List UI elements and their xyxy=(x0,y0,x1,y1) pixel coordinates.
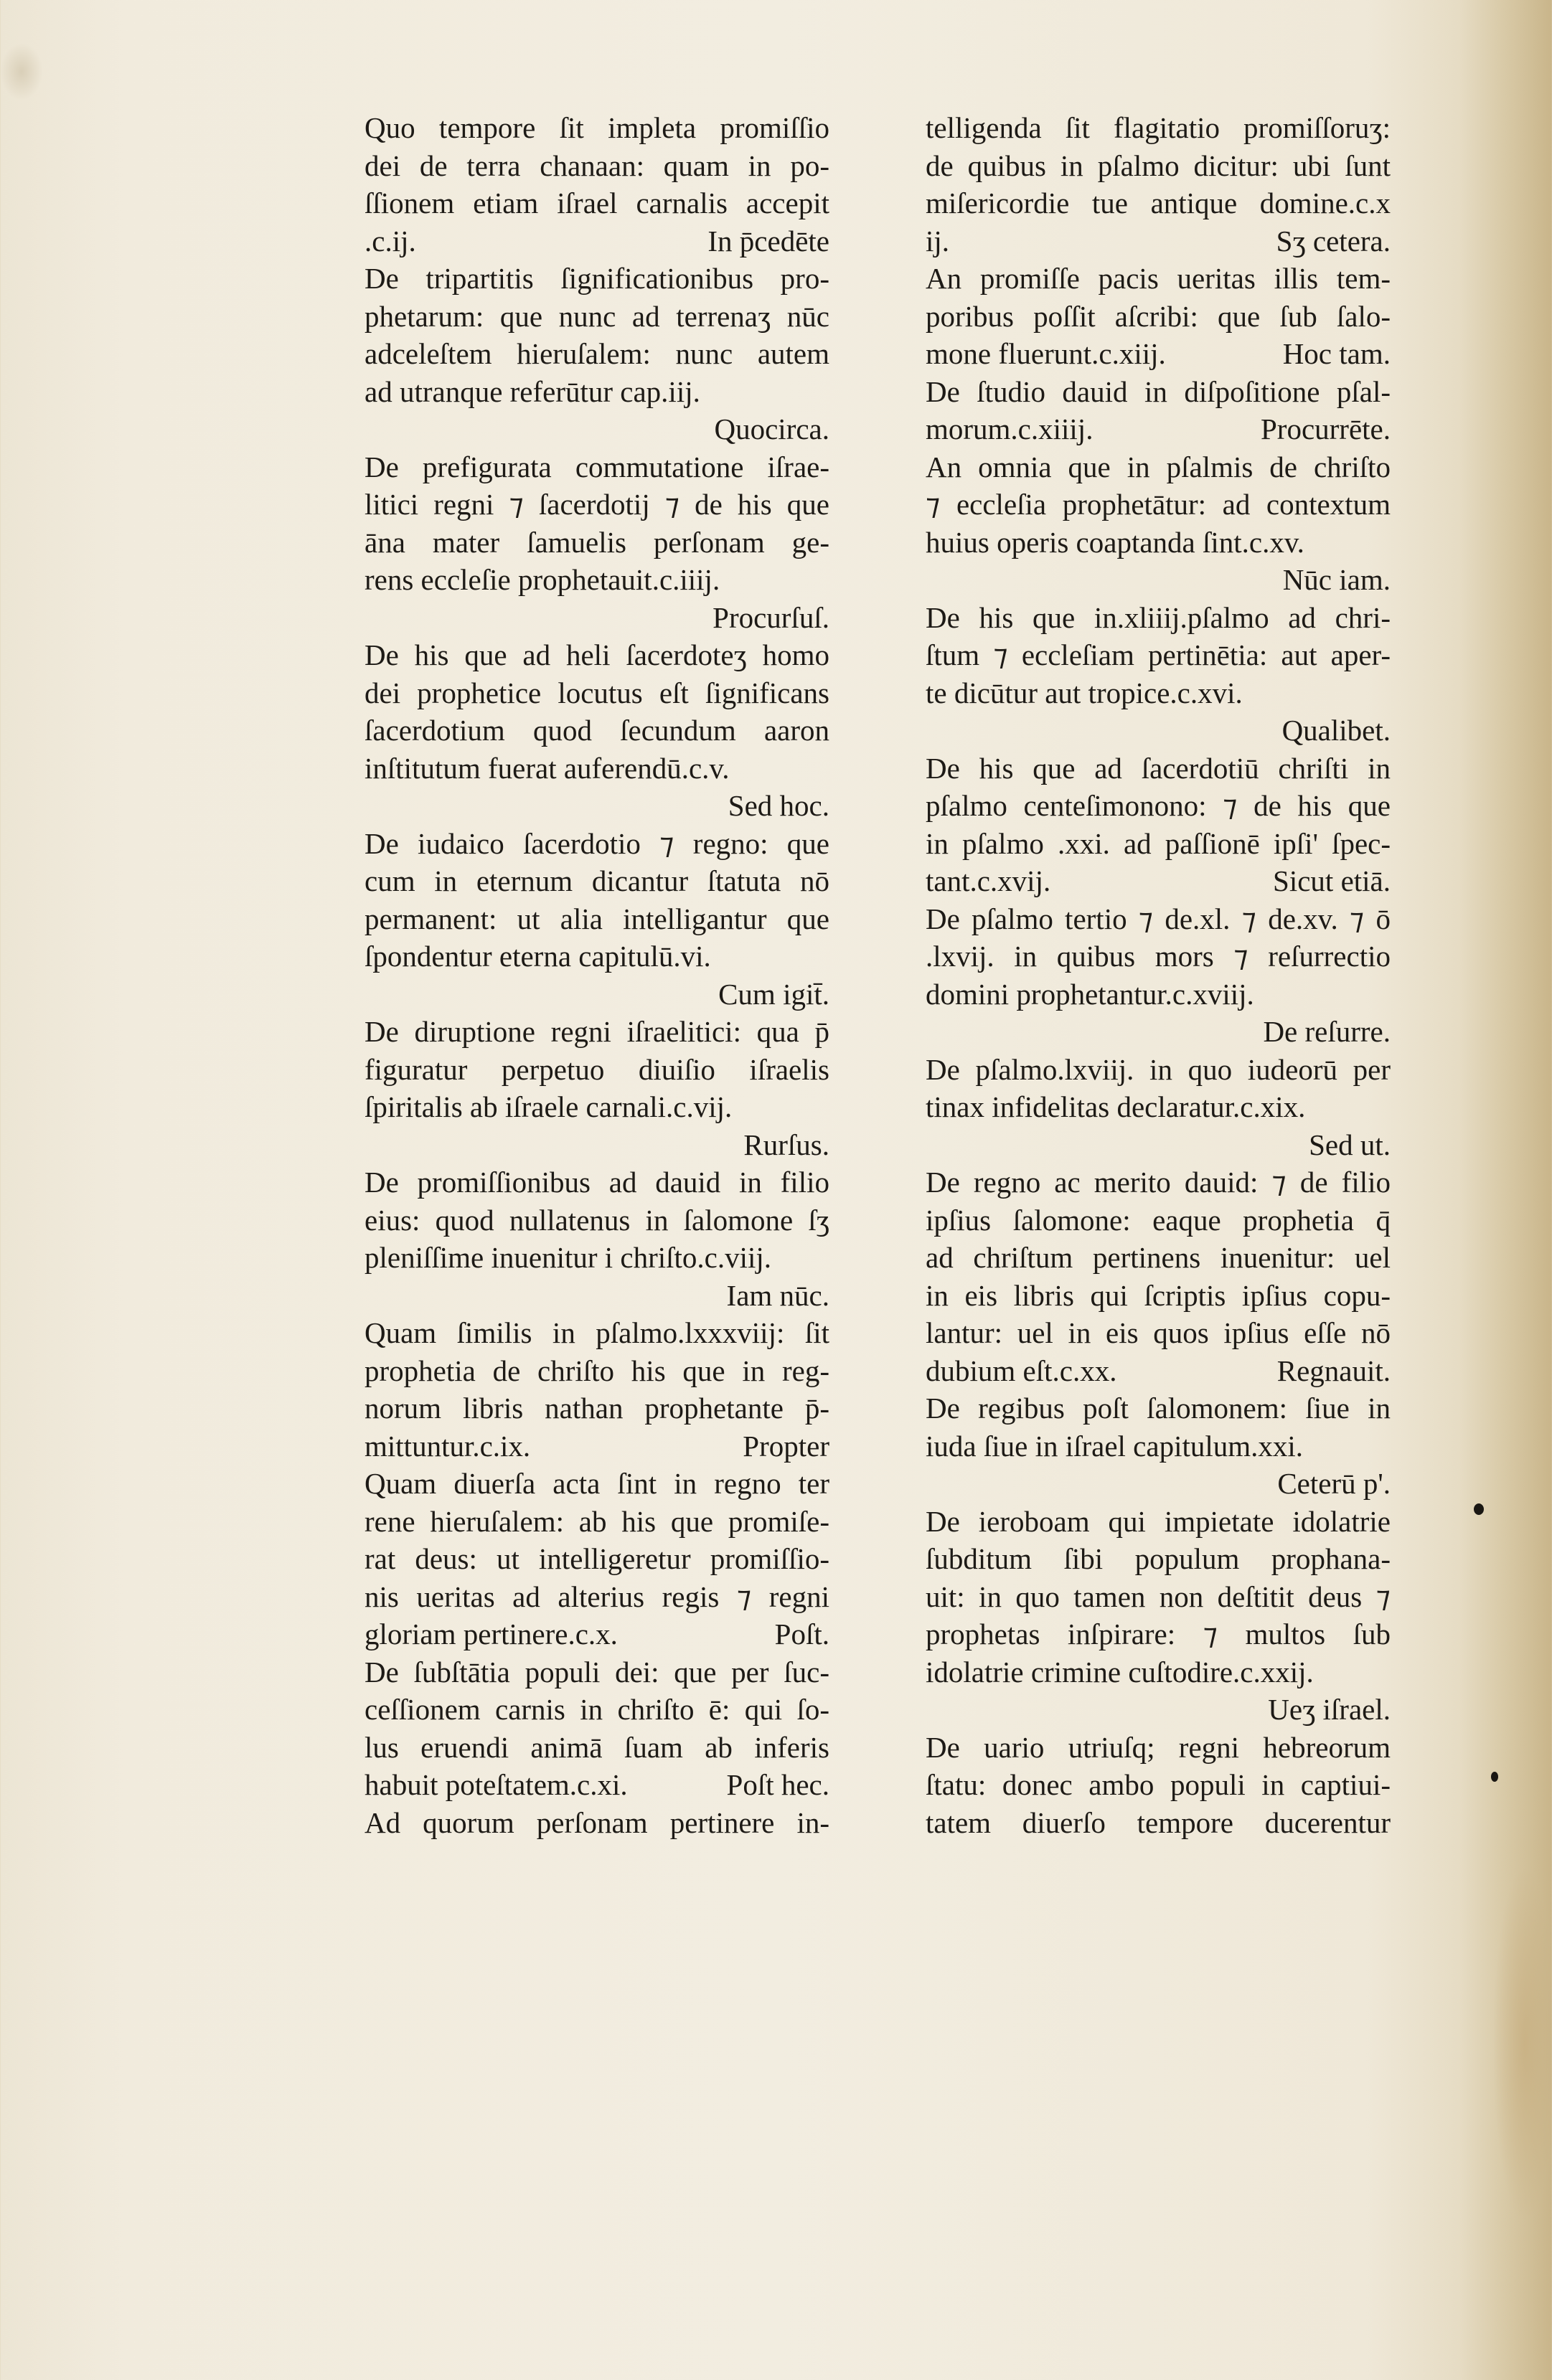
chapter-text: nis ueritas ad alterius regis ⁊ regni xyxy=(365,1579,829,1613)
text-line xyxy=(926,1653,1391,1691)
chapter-text: ſſionem etiam iſrael carnalis accepit xyxy=(365,186,829,219)
incipit-catchword: Iam nūc. xyxy=(726,1278,829,1312)
text-line xyxy=(926,976,1391,1014)
text-line xyxy=(926,712,1391,750)
text-line xyxy=(365,373,829,411)
text-line xyxy=(926,787,1391,825)
chapter-text: de quibus in pſalmo dicitur: ubi ſunt xyxy=(926,148,1391,182)
text-line xyxy=(365,109,829,147)
text-line xyxy=(365,1578,829,1616)
text-line xyxy=(365,1766,829,1804)
text-line xyxy=(365,674,829,712)
chapter-text: pſalmo centeſimonono: ⁊ de his que xyxy=(926,789,1391,822)
text-line xyxy=(926,1615,1391,1653)
chapter-text: habuit poteſtatem.c.xi. xyxy=(365,1768,628,1801)
chapter-text: Quam diuerſa acta ſint in regno ter xyxy=(365,1467,829,1500)
text-line xyxy=(926,448,1391,486)
text-line xyxy=(365,1653,829,1691)
text-line xyxy=(926,1314,1391,1352)
chapter-text: Quam ſimilis in pſalmo.lxxxviij: ſit xyxy=(365,1316,829,1349)
chapter-text: dubium eſt.c.xx. xyxy=(926,1354,1117,1387)
chapter-text: tant.c.xvij. xyxy=(926,864,1051,897)
chapter-text: poribus poſſit aſcribi: que ſub ſalo- xyxy=(926,299,1391,333)
chapter-text: tinax infidelitas declaratur.c.xix. xyxy=(926,1090,1306,1123)
text-line xyxy=(365,599,829,637)
chapter-text: domini prophetantur.c.xviij. xyxy=(926,977,1254,1011)
text-line xyxy=(926,1766,1391,1804)
text-line xyxy=(926,862,1391,900)
chapter-text: An promiſſe pacis ueritas illis tem- xyxy=(926,262,1391,295)
chapter-text: inſtitutum fuerat auferendū.c.v. xyxy=(365,751,730,785)
text-line xyxy=(926,109,1391,147)
text-line xyxy=(926,750,1391,788)
text-line xyxy=(365,260,829,298)
chapter-text: De his que ad ſacerdotiū chriſti in xyxy=(926,751,1391,785)
text-line xyxy=(365,712,829,750)
chapter-text: De promiſſionibus ad dauid in filio xyxy=(365,1166,829,1199)
incipit-catchword: In p̄cedēte xyxy=(707,224,829,258)
paper-stain xyxy=(1492,1865,1552,2224)
incipit-catchword: Rurſus. xyxy=(743,1128,829,1161)
chapter-text: ad utranque referūtur cap.iij. xyxy=(365,374,700,408)
text-line xyxy=(926,938,1391,976)
text-line xyxy=(365,825,829,863)
text-line xyxy=(365,184,829,222)
incipit-catchword: Quocirca. xyxy=(714,412,829,445)
text-line xyxy=(926,1277,1391,1315)
chapter-text: ſtum ⁊ eccleſiam pertinētia: aut aper- xyxy=(926,638,1391,671)
text-line xyxy=(365,1163,829,1201)
incipit-catchword: Propter xyxy=(743,1429,829,1463)
text-line xyxy=(365,1088,829,1126)
chapter-text: An omnia que in pſalmis de chriſto xyxy=(926,450,1391,483)
text-line xyxy=(365,147,829,185)
text-line xyxy=(365,1540,829,1578)
text-line xyxy=(926,1503,1391,1541)
text-line xyxy=(365,524,829,562)
text-line xyxy=(365,1314,829,1352)
incipit-catchword: Ueʒ iſrael. xyxy=(1268,1693,1391,1726)
text-line xyxy=(926,1389,1391,1427)
ink-spot xyxy=(1474,1503,1484,1515)
chapter-text: ſtatu: donec ambo populi in captiui- xyxy=(926,1768,1391,1801)
text-line xyxy=(365,1729,829,1767)
paper-stain xyxy=(0,43,43,100)
chapter-text: ſacerdotium quod ſecundum aaron xyxy=(365,714,829,747)
text-line xyxy=(926,410,1391,448)
text-line xyxy=(926,636,1391,674)
incipit-catchword: Procurſuſ. xyxy=(712,600,829,634)
chapter-text: ipſius ſalomone: eaque prophetia q̄ xyxy=(926,1203,1391,1237)
text-line xyxy=(365,222,829,260)
chapter-text: ceſſionem carnis in chriſto ē: qui ſo- xyxy=(365,1693,829,1726)
text-line xyxy=(926,1578,1391,1616)
text-line xyxy=(365,1691,829,1729)
text-line xyxy=(365,1389,829,1427)
chapter-text: De regno ac merito dauid: ⁊ de filio xyxy=(926,1166,1391,1199)
text-line xyxy=(926,1013,1391,1051)
chapter-text: lantur: uel in eis quos ipſius eſſe nō xyxy=(926,1316,1391,1349)
chapter-text: De pſalmo tertio ⁊ de.xl. ⁊ de.xv. ⁊ ō xyxy=(926,902,1391,935)
text-line xyxy=(926,373,1391,411)
text-line xyxy=(926,1540,1391,1578)
text-line xyxy=(926,1163,1391,1201)
text-line xyxy=(926,1691,1391,1729)
text-line xyxy=(365,410,829,448)
chapter-text: idolatrie crimine cuſtodire.c.xxij. xyxy=(926,1655,1314,1689)
chapter-text: .c.ij. xyxy=(365,224,416,258)
text-column-left xyxy=(365,109,829,1841)
text-line xyxy=(926,825,1391,863)
text-line xyxy=(365,448,829,486)
text-line xyxy=(365,1804,829,1842)
text-line xyxy=(365,1352,829,1390)
text-line xyxy=(926,184,1391,222)
chapter-text: prophetia de chriſto his que in reg- xyxy=(365,1354,829,1387)
incipit-catchword: Sicut etiā. xyxy=(1273,864,1391,897)
text-line xyxy=(365,1503,829,1541)
chapter-text: De uario utriuſq; regni hebreorum xyxy=(926,1730,1391,1764)
chapter-text: rat deus: ut intelligeretur promiſſio- xyxy=(365,1542,829,1575)
incipit-catchword: Ceterū p'. xyxy=(1277,1467,1391,1500)
chapter-text: Ad quorum perſonam pertinere in- xyxy=(365,1805,829,1839)
text-line xyxy=(365,787,829,825)
incipit-catchword: Procurrēte. xyxy=(1261,412,1391,445)
chapter-text: figuratur perpetuo diuiſio iſraelis xyxy=(365,1052,829,1086)
chapter-text: uit: in quo tamen non deſtitit deus ⁊ xyxy=(926,1579,1391,1613)
chapter-text: De iudaico ſacerdotio ⁊ regno: que xyxy=(365,826,829,860)
chapter-text: ſpondentur eterna capitulū.vi. xyxy=(365,940,711,973)
chapter-text: āna mater ſamuelis perſonam ge- xyxy=(365,525,829,559)
incipit-catchword: De reſurre. xyxy=(1263,1015,1391,1048)
incipit-catchword: Hoc tam. xyxy=(1282,337,1391,370)
incipit-catchword: Qualibet. xyxy=(1281,714,1391,747)
chapter-text: morum.c.xiiij. xyxy=(926,412,1094,445)
text-line xyxy=(926,599,1391,637)
chapter-text: ſubditum ſibi populum prophana- xyxy=(926,1542,1391,1575)
text-line xyxy=(365,335,829,373)
text-line xyxy=(365,976,829,1014)
text-line xyxy=(365,1615,829,1653)
chapter-text: De regibus poſt ſalomonem: ſiue in xyxy=(926,1392,1391,1425)
text-line xyxy=(926,1126,1391,1164)
chapter-text: telligenda ſit flagitatio promiſſoruʒ: xyxy=(926,111,1391,144)
chapter-text: permanent: ut alia intelligantur que xyxy=(365,902,829,935)
text-line xyxy=(926,335,1391,373)
chapter-text: adceleſtem hieruſalem: nunc autem xyxy=(365,337,829,370)
ink-spot xyxy=(1491,1772,1498,1782)
text-line xyxy=(926,900,1391,938)
text-line xyxy=(926,1465,1391,1503)
chapter-text: De tripartitis ſignificationibus pro- xyxy=(365,262,829,295)
text-line xyxy=(365,900,829,938)
incipit-catchword: Sed hoc. xyxy=(728,789,829,822)
incipit-catchword: Poſt. xyxy=(774,1618,829,1651)
chapter-text: cum in eternum dicantur ſtatuta nō xyxy=(365,864,829,897)
text-line xyxy=(365,636,829,674)
chapter-text: litici regni ⁊ ſacerdotij ⁊ de his que xyxy=(365,488,829,521)
chapter-text: tatem diuerſo tempore ducerentur xyxy=(926,1805,1391,1839)
chapter-text: mittuntur.c.ix. xyxy=(365,1429,531,1463)
text-line xyxy=(926,1427,1391,1465)
chapter-text: norum libris nathan prophetante p̄- xyxy=(365,1392,829,1425)
incipit-catchword: Sʒ cetera. xyxy=(1276,224,1391,258)
chapter-text: pleniſſime inuenitur i chriſto.c.viij. xyxy=(365,1241,772,1274)
chapter-text: miſericordie tue antique domine.c.x xyxy=(926,186,1391,219)
text-line xyxy=(926,486,1391,524)
text-line xyxy=(365,1465,829,1503)
incipit-catchword: Nūc iam. xyxy=(1282,563,1391,596)
text-line xyxy=(365,1427,829,1465)
text-line xyxy=(926,1804,1391,1842)
text-line xyxy=(926,1239,1391,1277)
text-line xyxy=(365,1201,829,1239)
text-line xyxy=(926,524,1391,562)
text-line xyxy=(365,298,829,336)
text-line xyxy=(365,1013,829,1051)
text-line xyxy=(365,561,829,599)
chapter-text: rens eccleſie prophetauit.c.iiij. xyxy=(365,563,720,596)
incipit-catchword: Regnauit. xyxy=(1276,1354,1391,1387)
incipit-catchword: Sed ut. xyxy=(1309,1128,1391,1161)
text-line xyxy=(365,862,829,900)
chapter-text: ſpiritalis ab iſraele carnali.c.vij. xyxy=(365,1090,733,1123)
text-line xyxy=(926,1201,1391,1239)
text-line xyxy=(926,1051,1391,1089)
text-line xyxy=(365,1239,829,1277)
text-line xyxy=(365,938,829,976)
text-line xyxy=(926,561,1391,599)
text-line xyxy=(926,1729,1391,1767)
chapter-text: in pſalmo .xxi. ad paſſionē ipſi' ſpec- xyxy=(926,826,1391,860)
text-line xyxy=(365,486,829,524)
text-line xyxy=(926,222,1391,260)
text-line xyxy=(926,260,1391,298)
text-line xyxy=(365,1277,829,1315)
chapter-text: Quo tempore ſit impleta promiſſio xyxy=(365,111,829,144)
text-line xyxy=(365,1126,829,1164)
text-line xyxy=(926,1088,1391,1126)
incipit-catchword: Cum igit̄. xyxy=(718,977,829,1011)
chapter-text: lus eruendi animā ſuam ab inferis xyxy=(365,1730,829,1764)
chapter-text: te dicūtur aut tropice.c.xvi. xyxy=(926,676,1243,709)
chapter-text: De ſubſtātia populi dei: que per ſuc- xyxy=(365,1655,829,1689)
chapter-text: ad chriſtum pertinens inuenitur: uel xyxy=(926,1241,1391,1274)
chapter-text: De prefigurata commutatione iſrae- xyxy=(365,450,829,483)
chapter-text: ij. xyxy=(926,224,950,258)
text-line xyxy=(926,1352,1391,1390)
text-line xyxy=(926,674,1391,712)
chapter-text: De his que ad heli ſacerdoteʒ homo xyxy=(365,638,829,671)
chapter-text: eius: quod nullatenus in ſalomone ſʒ xyxy=(365,1203,829,1237)
chapter-text: gloriam pertinere.c.x. xyxy=(365,1618,618,1651)
chapter-text: De pſalmo.lxviij. in quo iudeorū per xyxy=(926,1052,1391,1086)
chapter-text: rene hieruſalem: ab his que promiſe- xyxy=(365,1504,829,1538)
chapter-text: prophetas inſpirare: ⁊ multos ſub xyxy=(926,1618,1391,1651)
chapter-text: in eis libris qui ſcriptis ipſius copu- xyxy=(926,1278,1391,1312)
chapter-text: iuda ſiue in iſrael capitulum.xxi. xyxy=(926,1429,1304,1463)
text-line xyxy=(926,298,1391,336)
chapter-text: De diruptione regni iſraelitici: qua p̄ xyxy=(365,1015,829,1048)
text-line xyxy=(365,750,829,788)
chapter-text: De ieroboam qui impietate idolatrie xyxy=(926,1504,1391,1538)
chapter-text: De his que in.xliiij.pſalmo ad chri- xyxy=(926,600,1391,634)
text-line xyxy=(365,1051,829,1089)
chapter-text: ⁊ eccleſia prophetātur: ad contextum xyxy=(926,488,1391,521)
chapter-text: dei prophetice locutus eſt ſignificans xyxy=(365,676,829,709)
chapter-text: huius operis coaptanda ſint.c.xv. xyxy=(926,525,1304,559)
chapter-text: .lxvij. in quibus mors ⁊ reſurrectio xyxy=(926,940,1391,973)
text-line xyxy=(926,147,1391,185)
chapter-text: De ſtudio dauid in diſpoſitione pſal- xyxy=(926,374,1391,408)
chapter-text: phetarum: que nunc ad terrenaʒ nūc xyxy=(365,299,829,333)
chapter-text: mone fluerunt.c.xiij. xyxy=(926,337,1166,370)
incipit-catchword: Poſt hec. xyxy=(726,1768,829,1801)
chapter-text: dei de terra chanaan: quam in po- xyxy=(365,148,829,182)
text-column-right xyxy=(926,109,1391,1841)
